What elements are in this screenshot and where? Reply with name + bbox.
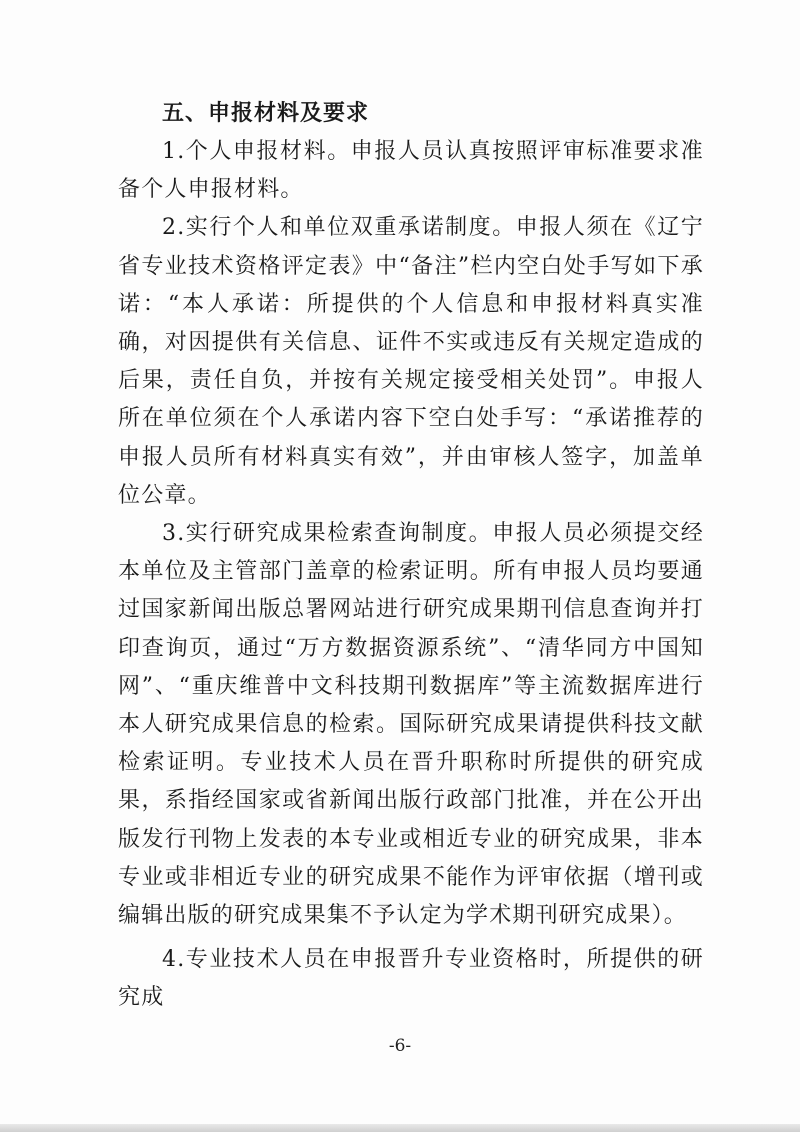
paragraph-1: 1.个人申报材料。申报人员认真按照评审标准要求准备个人申报材料。	[118, 139, 704, 203]
paragraph-3: 3.实行研究成果检索查询制度。申报人员必须提交经本单位及主管部门盖章的检索证明。所有申报人员均要通过国家新闻出版总署网站进行研究成果期刊信息查询并打印查询页，通过“万方数据资源系统”、“清华同方中国知网”、“重庆维普中文科技期刊数据库”等主流数据库进行本人研究成果信息的检索。国际研究成果请提供科技文献检索证明。专业技术人员在晋升职称时所提供的研究成果，系指经国家或省新闻出版行政部门批准，并在公开出版发行刊物上发表的本专业或相近专业的研究成果，非本专业或非相近专业的研究成果不能作为评审依据（增刊或编辑出版的研究成果集不予认定为学术期刊研究成果）。	[118, 521, 704, 929]
paragraph-2: 2.实行个人和单位双重承诺制度。申报人须在《辽宁省专业技术资格评定表》中“备注”栏内空白处手写如下承诺：“本人承诺：所提供的个人信息和申报材料真实准确，对因提供有关信息、证件不实或违反有关规定造成的后果，责任自负，并按有关规定接受相关处罚”。申报人所在单位须在个人承诺内容下空白处手写：“承诺推荐的申报人员所有材料真实有效”，并由审核人签字，加盖单位公章。	[118, 215, 704, 508]
scan-bottom-edge	[0, 1124, 800, 1132]
page-number: -6-	[388, 1036, 412, 1056]
document-body	[118, 95, 704, 1018]
paragraph-4: 4.专业技术人员在申报晋升专业资格时，所提供的研究成	[118, 947, 704, 1011]
section-heading: 五、申报材料及要求	[162, 101, 370, 126]
